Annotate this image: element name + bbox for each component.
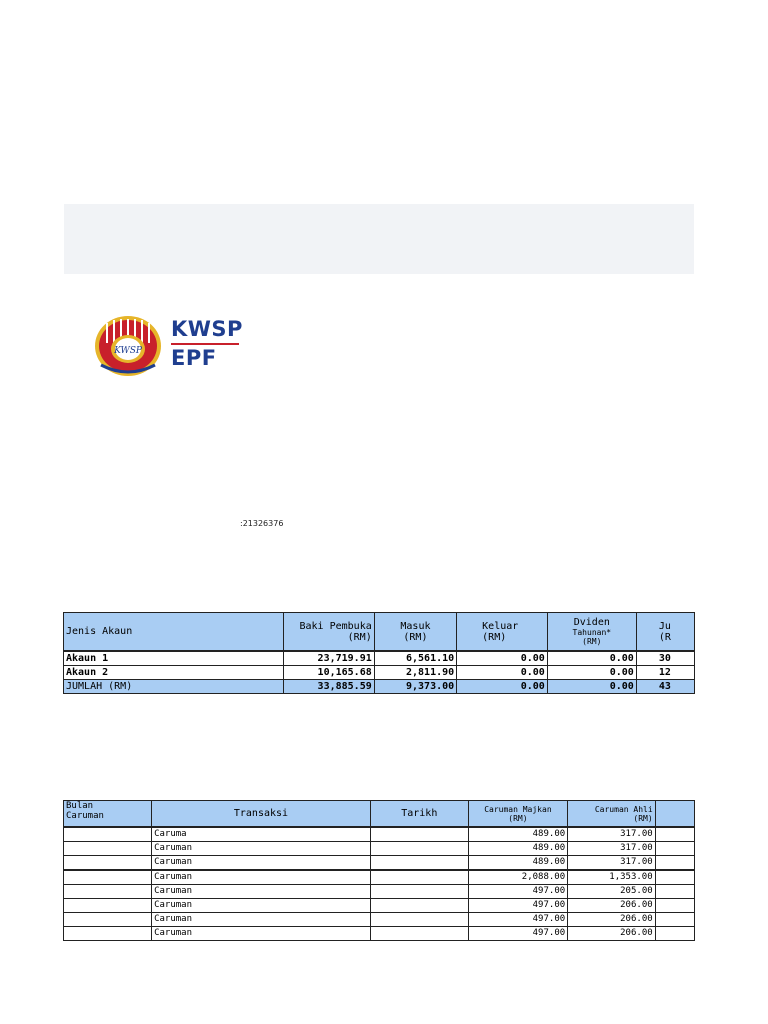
cell-total-baki: 33,885.59: [283, 680, 374, 694]
account-number: :21326376: [240, 519, 284, 528]
cell-baki: 23,719.91: [283, 651, 374, 666]
cell-transaksi: Caruman: [152, 885, 371, 899]
cell-majikan: 497.00: [468, 927, 567, 941]
cell-jenis: Akaun 1: [64, 651, 284, 666]
cell-ahli: 206.00: [568, 913, 656, 927]
header-keluar: [457, 613, 548, 652]
header-jumlah-label: Ju: [658, 620, 671, 632]
header-bulan-caruman: [64, 801, 152, 828]
cell-jumlah: 12: [636, 666, 694, 680]
account-summary-table: [63, 612, 695, 702]
cell-bulan: [64, 899, 152, 913]
header-caruman-majikan: [468, 801, 567, 828]
header-dividen-sub: Tahunan*: [572, 628, 612, 637]
cell-transaksi: Caruma: [152, 827, 371, 842]
header-keluar-unit: (RM): [482, 631, 507, 643]
cell-bulan: [64, 842, 152, 856]
cell-tarikh: [370, 885, 468, 899]
cell-total-masuk: 9,373.00: [374, 680, 456, 694]
header-bulan-label: Bulan: [66, 801, 94, 811]
header-majikan-unit: (RM): [508, 813, 528, 823]
cell-total-jumlah: 43: [636, 680, 694, 694]
header-jumlah-unit: (R: [658, 631, 671, 643]
table-row: [64, 870, 695, 885]
cell-tarikh: [370, 856, 468, 871]
header-masuk: [374, 613, 456, 652]
cell-dividen: 0.00: [547, 651, 636, 666]
header-extra: [655, 801, 694, 828]
table-row: [64, 899, 695, 913]
cell-tarikh: [370, 842, 468, 856]
header-banner: [64, 204, 694, 274]
cell-jenis: Akaun 2: [64, 666, 284, 680]
summary-row-total: [64, 680, 695, 694]
header-keluar-label: Keluar: [482, 620, 519, 632]
cell-bulan: [64, 870, 152, 885]
cell-masuk: 6,561.10: [374, 651, 456, 666]
logo-epf-text: EPF: [171, 346, 217, 370]
header-majikan-label: Caruman Majkan: [484, 804, 552, 814]
cell-majikan: 489.00: [468, 827, 567, 842]
header-tarikh: Tarikh: [370, 801, 468, 828]
summary-row-akaun-1: [64, 651, 695, 666]
cell-ahli: 206.00: [568, 899, 656, 913]
cell-ahli: 1,353.00: [568, 870, 656, 885]
cell-extra: [655, 870, 694, 885]
header-dividen: [547, 613, 636, 652]
cell-majikan: 497.00: [468, 913, 567, 927]
cell-ahli: 205.00: [568, 885, 656, 899]
cell-majikan: 489.00: [468, 856, 567, 871]
transactions-table: [63, 800, 695, 955]
cell-extra: [655, 827, 694, 842]
cell-bulan: [64, 827, 152, 842]
logo-divider: [171, 343, 239, 345]
cell-bulan: [64, 927, 152, 941]
cell-majikan: 497.00: [468, 899, 567, 913]
cell-total-label: JUMLAH (RM): [64, 680, 284, 694]
table-row: [64, 885, 695, 899]
cell-transaksi: Caruman: [152, 870, 371, 885]
cell-majikan: 489.00: [468, 842, 567, 856]
cell-transaksi: Caruman: [152, 913, 371, 927]
cell-transaksi: Caruman: [152, 842, 371, 856]
cell-ahli: 206.00: [568, 927, 656, 941]
cell-jumlah: 30: [636, 651, 694, 666]
cell-ahli: 317.00: [568, 827, 656, 842]
svg-text:KWSP: KWSP: [114, 346, 142, 356]
table-row: [64, 913, 695, 927]
cell-bulan: [64, 913, 152, 927]
cell-transaksi: Caruman: [152, 899, 371, 913]
cell-majikan: 2,088.00: [468, 870, 567, 885]
cell-extra: [655, 899, 694, 913]
header-ahli-label: Caruman Ahli: [594, 804, 653, 814]
header-ahli-unit: (RM): [633, 813, 653, 823]
cell-baki: 10,165.68: [283, 666, 374, 680]
header-baki-pembuka: [283, 613, 374, 652]
logo-kwsp-text: KWSP: [171, 317, 243, 341]
cell-tarikh: [370, 827, 468, 842]
cell-masuk: 2,811.90: [374, 666, 456, 680]
cell-transaksi: Caruman: [152, 856, 371, 871]
table-row: [64, 842, 695, 856]
cell-extra: [655, 842, 694, 856]
header-masuk-label: Masuk: [400, 620, 431, 632]
cell-dividen: 0.00: [547, 666, 636, 680]
table-row: [64, 927, 695, 941]
cell-extra: [655, 927, 694, 941]
header-baki-unit: (RM): [347, 631, 372, 643]
header-dividen-unit: (RM): [582, 637, 602, 646]
header-jumlah: [636, 613, 694, 652]
cell-tarikh: [370, 913, 468, 927]
table-row: [64, 856, 695, 871]
kwsp-seal-icon: [93, 313, 163, 379]
cell-extra: [655, 856, 694, 871]
kwsp-epf-logo: [93, 313, 243, 379]
header-dividen-label: Dviden: [573, 617, 610, 628]
cell-ahli: 317.00: [568, 842, 656, 856]
cell-total-keluar: 0.00: [457, 680, 548, 694]
summary-row-akaun-2: [64, 666, 695, 680]
table-row: [64, 827, 695, 842]
cell-tarikh: [370, 927, 468, 941]
header-transaksi: Transaksi: [152, 801, 371, 828]
header-jenis-akaun: Jenis Akaun: [64, 613, 284, 652]
cell-extra: [655, 913, 694, 927]
header-masuk-unit: (RM): [403, 631, 428, 643]
cell-bulan: [64, 885, 152, 899]
header-baki-label: Baki Pembuka: [299, 620, 372, 632]
header-caruman-label: Caruman: [66, 811, 104, 821]
cell-transaksi: Caruman: [152, 927, 371, 941]
cell-majikan: 497.00: [468, 885, 567, 899]
cell-extra: [655, 885, 694, 899]
cell-total-dividen: 0.00: [547, 680, 636, 694]
cell-tarikh: [370, 870, 468, 885]
cell-ahli: 317.00: [568, 856, 656, 871]
cell-bulan: [64, 856, 152, 871]
cell-keluar: 0.00: [457, 666, 548, 680]
cell-tarikh: [370, 899, 468, 913]
cell-keluar: 0.00: [457, 651, 548, 666]
summary-header-row: [64, 613, 695, 652]
transactions-header-row: [64, 801, 695, 828]
header-caruman-ahli: [568, 801, 656, 828]
